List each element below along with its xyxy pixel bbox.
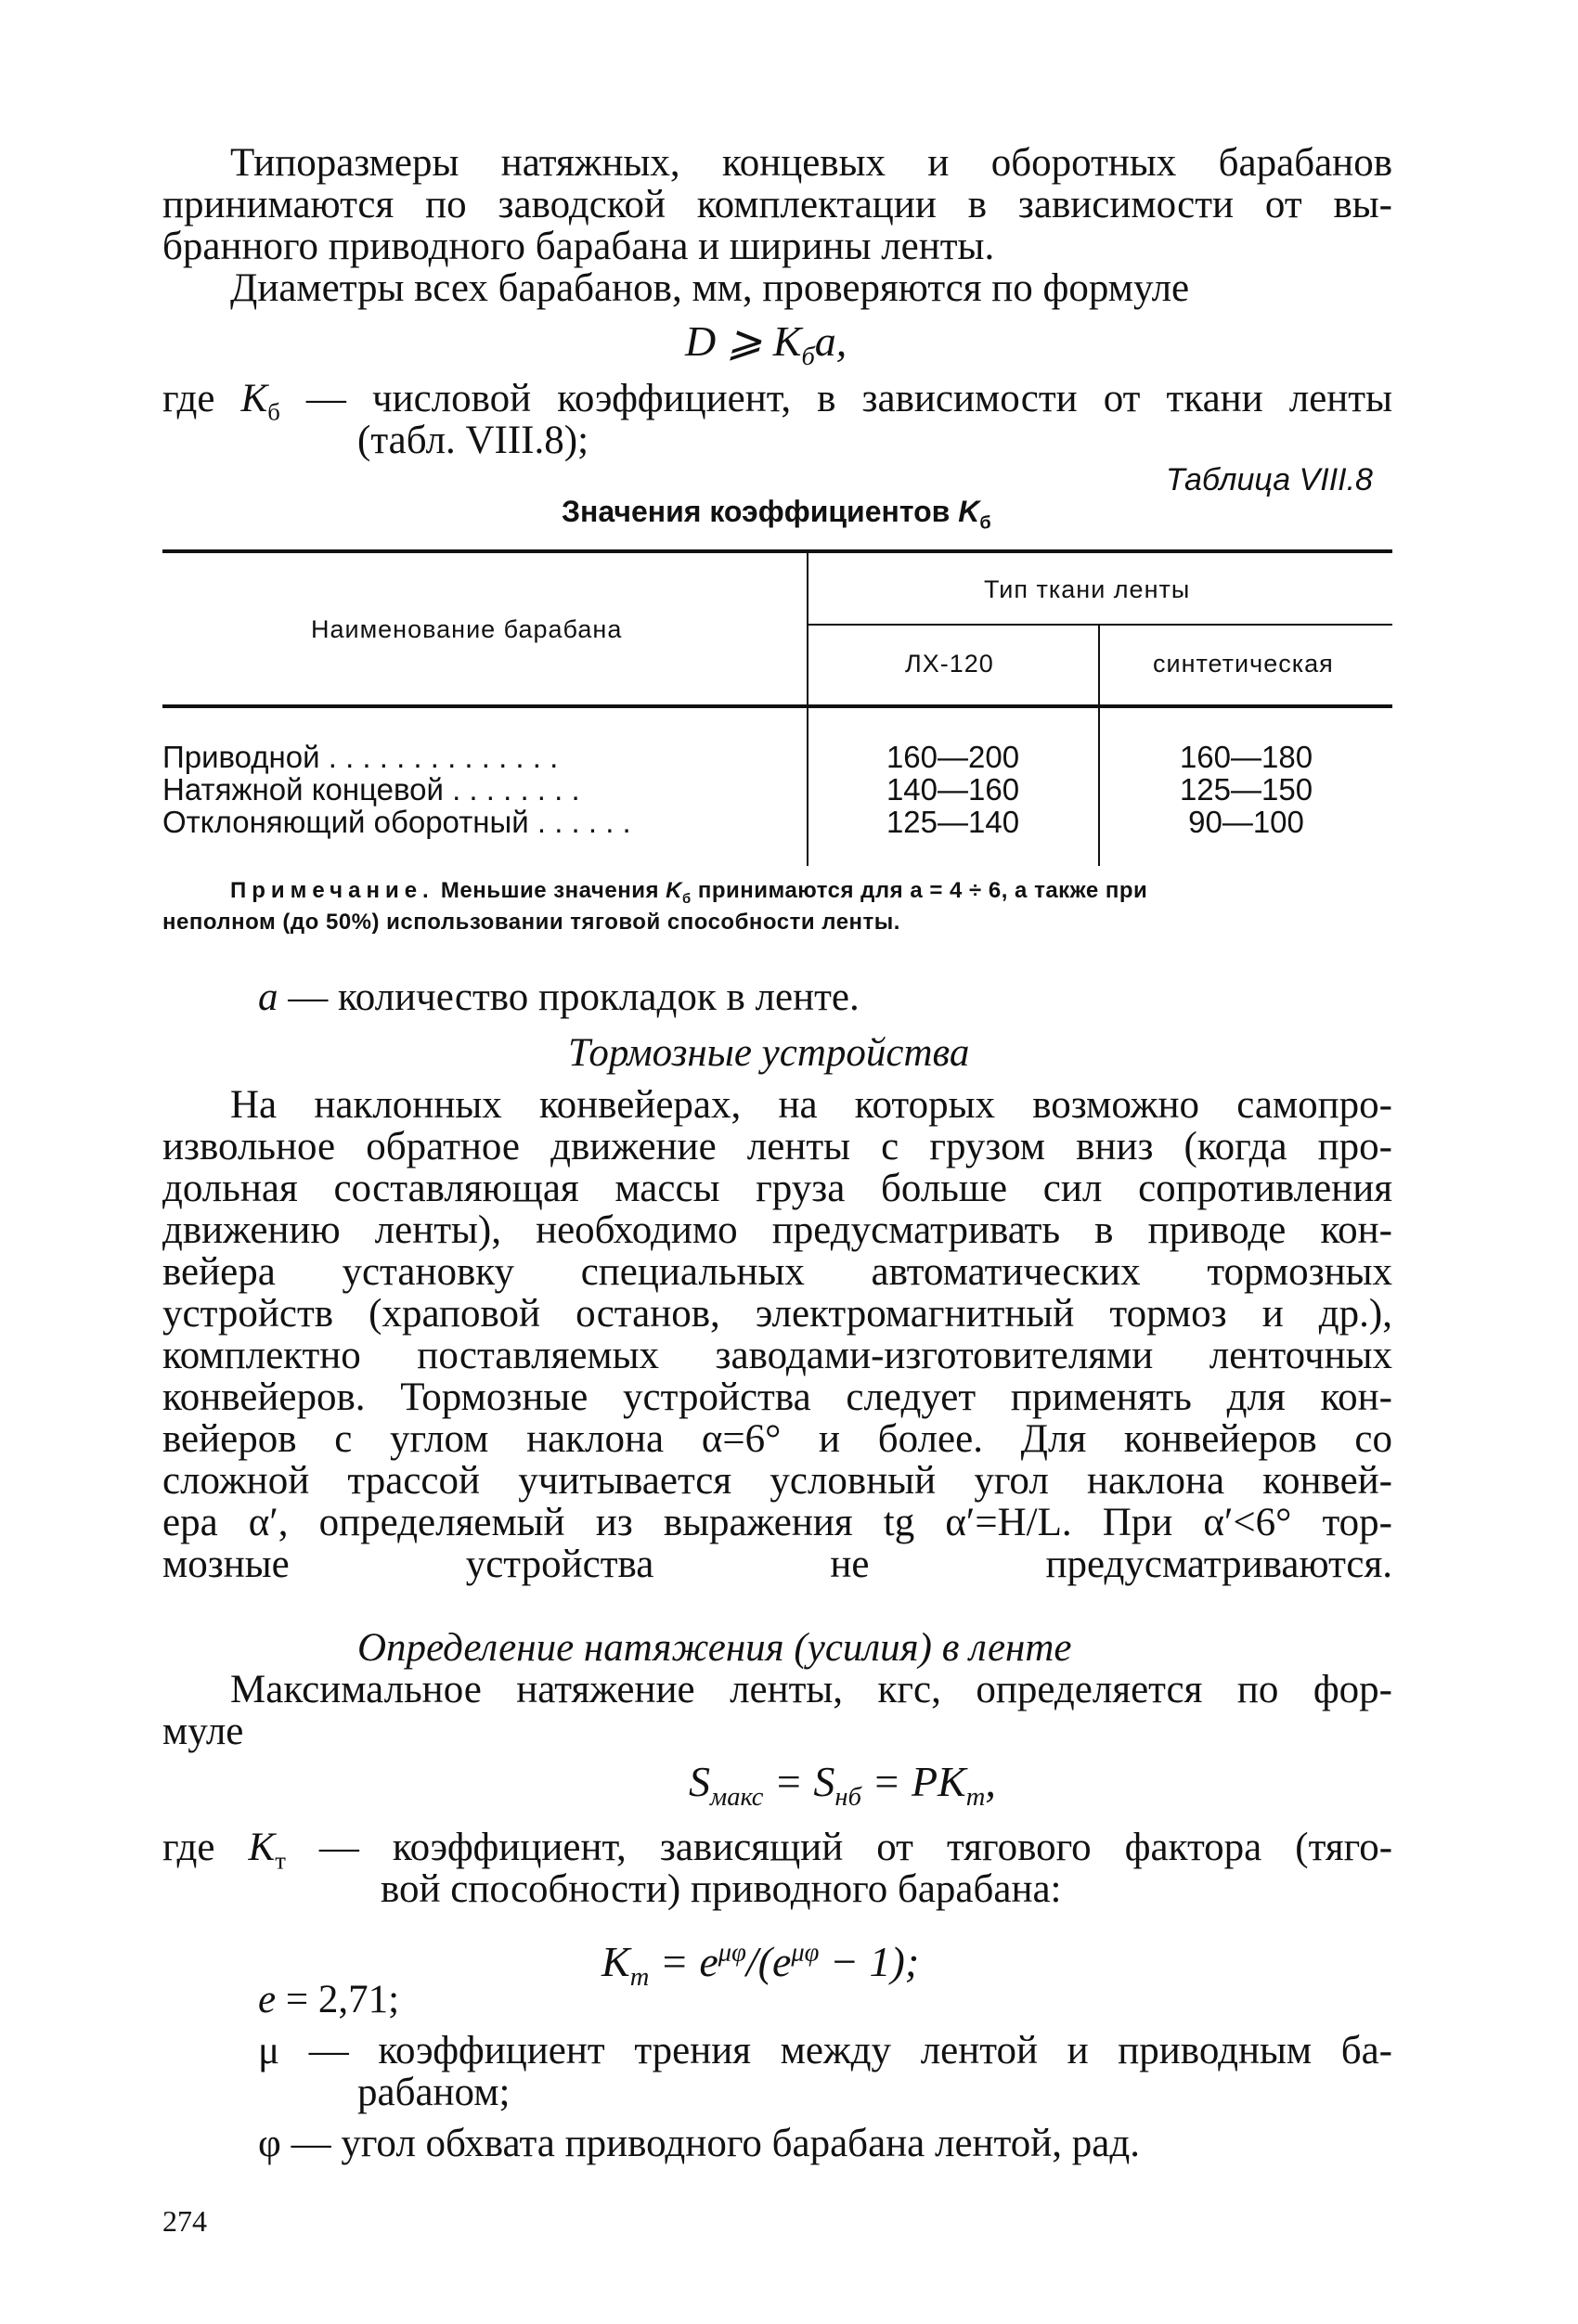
brakes-line7: комплектно поставляемых заводами-изготовителями ленточных bbox=[162, 1334, 1392, 1377]
formula-kt: $K_т = e^{\mu\varphi}/(e^{\mu\varphi} - 1)$; bbox=[601, 1938, 920, 1993]
e-definition: e = 2,71; bbox=[258, 1978, 400, 2021]
a-definition: a — количество прокладок в ленте. bbox=[258, 975, 860, 1019]
where-kb-line1: где $K_б$ — числовой коэффициент, в зависимости от ткани ленты bbox=[162, 377, 1392, 426]
table-row-3-a: 125—140 bbox=[886, 805, 1020, 839]
table-top-rule bbox=[162, 549, 1392, 553]
mu-definition-line2: рабаном; bbox=[357, 2071, 511, 2114]
formula-smax: $S_{макс} = S_{нб} = PK_т$, bbox=[689, 1758, 996, 1813]
brakes-line9: вейеров с углом наклона α=6° и более. Для конвейеров со bbox=[162, 1417, 1392, 1461]
where-kt-line1: где $K_т$ — коэффициент, зависящий от тягового фактора (тяго- bbox=[162, 1826, 1393, 1875]
table-note-line2: неполном (до 50%) использовании тяговой способности ленты. bbox=[162, 910, 900, 935]
table-caption: Значения коэффициентов $K_б$ bbox=[562, 495, 991, 534]
table-row-2-b: 125—150 bbox=[1179, 772, 1313, 807]
page-number: 274 bbox=[162, 2204, 207, 2238]
brakes-line10: сложной трассой учитывается условный угол наклона конвей- bbox=[162, 1459, 1392, 1503]
where-kt-line2: вой способности) приводного барабана: bbox=[381, 1867, 1062, 1911]
formula-d: D ⩾ $K_бa$, bbox=[685, 317, 847, 372]
brakes-line12: мозные устройства не предусматриваются. bbox=[162, 1543, 1392, 1586]
section-heading-brakes: Тормозные устройства bbox=[568, 1031, 970, 1075]
tension-line1: Максимальное натяжение ленты, кгс, определяется по фор- bbox=[230, 1668, 1392, 1711]
table-header-synthetic: синтетическая bbox=[1153, 650, 1334, 678]
table-row-3-name: Отклоняющий оборотный . . . . . . bbox=[162, 805, 631, 839]
phi-definition: φ — угол обхвата приводного барабана лентой, рад. bbox=[258, 2122, 1140, 2165]
para2-line1: Диаметры всех барабанов, мм, проверяются по формуле bbox=[230, 266, 1190, 310]
brakes-line3: дольная составляющая массы груза больше сил сопротивления bbox=[162, 1167, 1392, 1210]
table-header-rule bbox=[162, 704, 1392, 708]
brakes-line11: ера α′, определяемый из выражения tg α′=H/L. При α′<6° тор- bbox=[162, 1501, 1392, 1544]
brakes-line6: устройств (храповой останов, электромагнитный тормоз и др.), bbox=[162, 1292, 1392, 1336]
table-row-1-a: 160—200 bbox=[886, 740, 1020, 774]
mu-definition-line1: μ — коэффициент трения между лентой и приводным ба- bbox=[258, 2029, 1392, 2072]
table-row-3-b: 90—100 bbox=[1188, 805, 1304, 839]
brakes-line4: движению ленты), необходимо предусматривать в приводе кон- bbox=[162, 1208, 1392, 1252]
section-heading-tension: Определение натяжения (усилия) в ленте bbox=[357, 1626, 1072, 1670]
table-row-2-a: 140—160 bbox=[886, 772, 1020, 807]
table-row-1-name: Приводной . . . . . . . . . . . . . . bbox=[162, 740, 559, 774]
brakes-line2: извольное обратное движение ленты с грузом вниз (когда про- bbox=[162, 1125, 1392, 1168]
table-subheader-rule bbox=[808, 624, 1392, 626]
table-header-group: Тип ткани ленты bbox=[984, 575, 1191, 603]
table-number: Таблица VIII.8 bbox=[1166, 462, 1373, 497]
table-header-name: Наименование барабана bbox=[311, 615, 623, 643]
para1-line2: принимаются по заводской комплектации в зависимости от вы- bbox=[162, 183, 1392, 226]
where-kb-line2: (табл. VIII.8); bbox=[357, 419, 589, 462]
brakes-line8: конвейеров. Тормозные устройства следует применять для кон- bbox=[162, 1375, 1392, 1419]
table-vline-1 bbox=[807, 553, 808, 704]
table-row-1-b: 160—180 bbox=[1179, 740, 1313, 774]
table-note-line1: Примечание. Меньшие значения $K_б$ принимаются для a = 4 ÷ 6, а также при bbox=[230, 878, 1148, 907]
brakes-line5: вейера установку специальных автоматических тормозных bbox=[162, 1250, 1392, 1294]
tension-line2: муле bbox=[162, 1710, 244, 1753]
table-header-lx: ЛХ-120 bbox=[905, 650, 994, 678]
table-vline-2 bbox=[1098, 626, 1100, 704]
para1-line3: бранного приводного барабана и ширины ленты. bbox=[162, 225, 995, 268]
brakes-line1: На наклонных конвейерах, на которых возможно самопро- bbox=[230, 1083, 1392, 1127]
para1-line1: Типоразмеры натяжных, концевых и оборотных барабанов bbox=[230, 141, 1392, 185]
table-row-2-name: Натяжной концевой . . . . . . . . bbox=[162, 772, 580, 807]
